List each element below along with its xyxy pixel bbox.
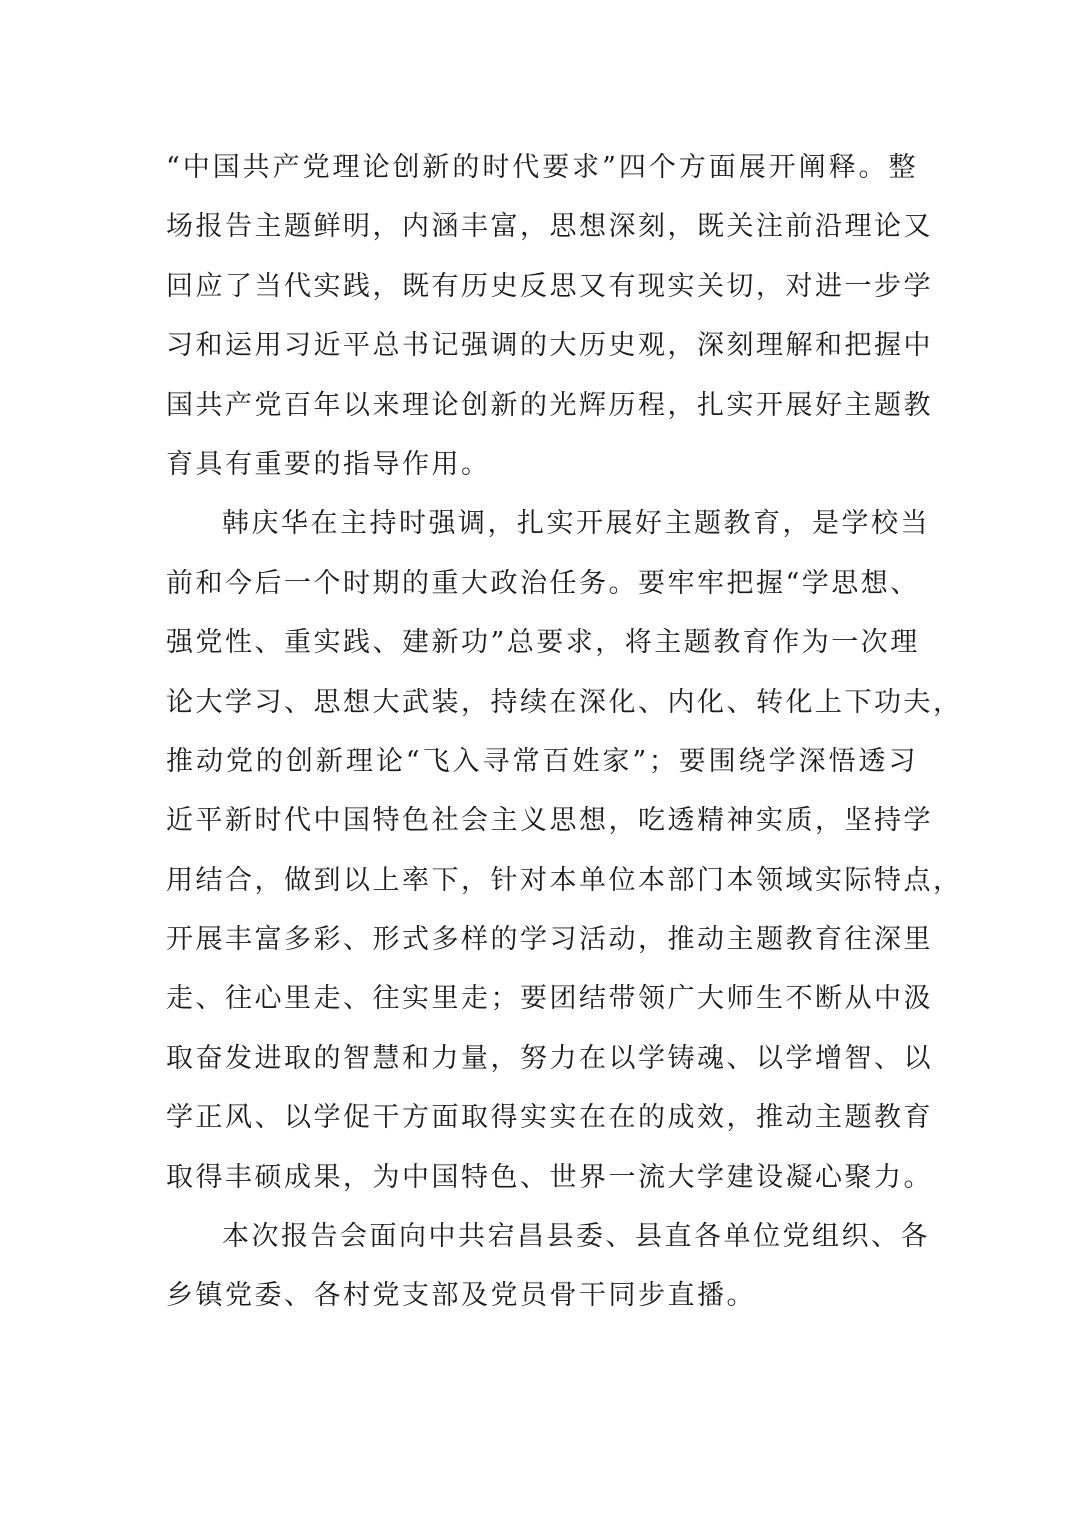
text-line: 用结合，做到以上率下，针对本单位本部门本领域实际特点， (166, 864, 963, 896)
text-line: 论大学习、思想大武装，持续在深化、内化、转化上下功夫， (166, 686, 963, 718)
text-line: 走、往心里走、往实里走；要团结带领广大师生不断从中汲 (166, 983, 933, 1015)
text-line: “中国共产党理论创新的时代要求”四个方面展开阐释。整 (166, 152, 918, 183)
text-line: 本次报告会面向中共宕昌县委、县直各单位党组织、各 (222, 1221, 930, 1253)
text-line: 取得丰硕成果，为中国特色、世界一流大学建设凝心聚力。 (166, 1161, 933, 1193)
text-line: 国共产党百年以来理论创新的光辉历程，扎实开展好主题教 (166, 389, 933, 421)
text-line: 育具有重要的指导作用。 (166, 448, 491, 480)
text-line: 取奋发进取的智慧和力量，努力在以学铸魂、以学增智、以 (166, 1042, 933, 1074)
paragraph-2 (166, 494, 963, 1207)
text-line: 推动党的创新理论“飞入寻常百姓家”；要围绕学深悟透习 (166, 745, 918, 777)
paragraph-1 (166, 138, 933, 494)
text-line: 回应了当代实践，既有历史反思又有现实关切，对进一步学 (166, 270, 933, 302)
text-line: 强党性、重实践、建新功”总要求，将主题教育作为一次理 (166, 627, 920, 659)
paragraph-3 (166, 1207, 930, 1326)
text-line: 近平新时代中国特色社会主义思想，吃透精神实质，坚持学 (166, 805, 933, 837)
text-line: 习和运用习近平总书记强调的大历史观，深刻理解和把握中 (166, 330, 933, 362)
document-body (166, 138, 963, 1326)
text-line: 场报告主题鲜明，内涵丰富，思想深刻，既关注前沿理论又 (166, 211, 933, 243)
text-line: 开展丰富多彩、形式多样的学习活动，推动主题教育往深里 (166, 924, 933, 956)
text-line: 前和今后一个时期的重大政治任务。要牢牢把握“学思想、 (166, 567, 920, 599)
text-line: 韩庆华在主持时强调，扎实开展好主题教育，是学校当 (222, 508, 930, 540)
text-line: 乡镇党委、各村党支部及党员骨干同步直播。 (166, 1280, 756, 1312)
text-line: 学正风、以学促干方面取得实实在在的成效，推动主题教育 (166, 1102, 933, 1134)
